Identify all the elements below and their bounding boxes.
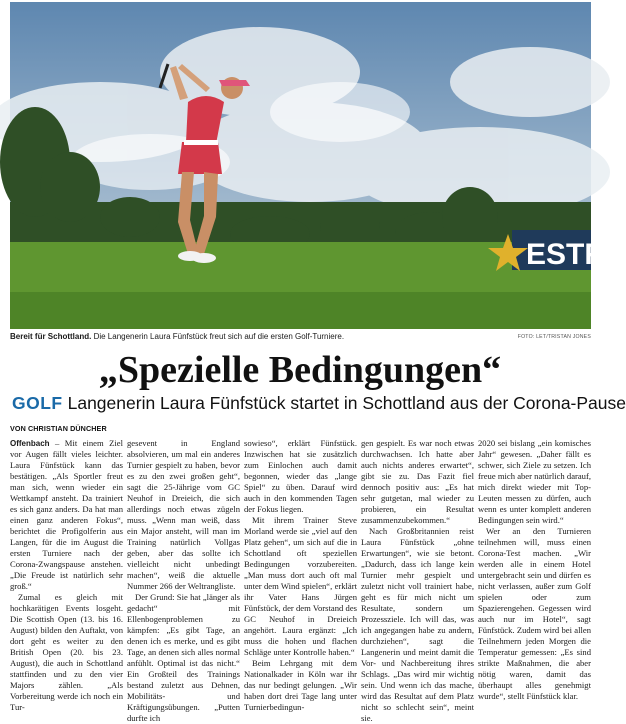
headline: „Spezielle Bedingungen“ [98,349,502,391]
article-paragraph: 2020 sei bislang „ein komisches Jahr“ gewesen. „Daher fällt es schwer, sich Ziele zu setzen. Ich freue mich aber natürlich darauf, mich direkt wieder mit Top-Leuten messen zu dürfen, auch wenn es unter komplett anderen Bedingungen sein wird.“ [478,438,591,525]
article-photo [10,2,607,329]
article-paragraph: Beim Lehrgang mit dem Nationalkader in Köln war ihr das nur bedingt gelungen. „Wir haben dort drei Tage lang unter Turnierbedingun- [244,658,357,712]
article-column-4 [361,438,474,723]
article-column-5 [478,438,591,701]
article-paragraph: Mit ihrem Trainer Steve Morland werde sie „viel auf den Platz gehen“, um sich auf die in Schottland oft speziellen Bedingungen vorzubereiten. „Man muss dort auch oft mal unter dem Wind spielen“, erklärt ihr Vater Hans Jürgen Fünfstück, der dem Vorstand des GC Neuhof in Dreieich angehört. Laura ergänzt: „Ich muss die hohen und flachen Schläge unter Kontrolle haben.“ [244,515,357,657]
article-column-2 [127,438,240,723]
article-paragraph: Nach Großbritannien reist Laura Fünfstück „ohne Erwartungen“, wie sie betont. „Dadurch, dass ich lange kein Turnier mehr gespielt und zuletzt nicht voll trainiert habe, geht es für mich nicht um Resultate, sondern um Prozessziele. Ich will das, was ich angegangen habe zu andern, durchziehen“, sagt die Langenerin und meint damit die Vor- und Nachbereitung ihres Schlags. „Das wird mir wichtig sein. Und wenn ich das mache, wird das Resultat auf dem Platz nicht so schlecht sein“, meint sie. [361,526,474,723]
caption-bold: Bereit für Schottland. [10,332,92,341]
svg-text:ESTR: ESTR [526,238,607,271]
article-column-3 [244,438,357,712]
subheadline [12,392,626,414]
section-kicker: GOLF [12,393,63,413]
golfer-photo [10,2,607,329]
article-paragraph: gesevent in England absolvieren, um mal ein anderes Turnier gespielt zu haben, bevor es zu den zwei großen geht“, sagt die 25-Jährige vom GC Neuhof in Dreieich, die sich allerdings noch etwas zügeln muss. „Wenn man weiß, dass ein Major ansteht, will man im Training natürlich Vollgas geben, aber das sollte ich vielleicht nicht unbedingt machen“, weiß die aktuelle Nummer 266 der Weltrangliste. [127,438,240,591]
article-paragraph: Zumal es gleich mit hochkarätigen Events losgeht. Die Scottish Open (13. bis 16. August) bilden den Auftakt, von dort geht es weiter zu den British Open (20. bis 23. August), die auch in Schottland stattfinden und zu den vier Majors zählen. „Als Vorbereitung werde ich noch ein Tur- [10,592,123,712]
article-paragraph: Wer an den Turnieren teilnehmen will, muss einen Corona-Test machen. „Wir werden alle in einem Hotel untergebracht sein und dürfen es nicht verlassen, außer zum Golf spielen oder zum Spazierengehen. Gegessen wird auch nur im Hotel“, sagt Fünfstück. Zudem wird bei allen Teilnehmern jeden Morgen die Temperatur gemessen: „Es sind strikte Maßnahmen, die aber nötig waren, damit das überhaupt alles genehmigt wurde“, stellt Fünfstück klar. [478,526,591,701]
photo-caption [10,331,344,343]
byline: VON CHRISTIAN DÜNCHER [10,424,107,433]
article-paragraph: Der Grund: Sie hat „länger als gedacht“ mit Ellenbogenproblemen zu kämpfen: „Es gibt Tage, an denen ich es merke, und es gibt Tage, an denen sich alles normal anfühlt. Optimal ist das nicht.“ Ein Großteil des Trainings bestand zuletzt aus Dehnen, Mobilitäts- und Kräftigungsübungen. „Putten durfte ich [127,592,240,723]
subheadline-text: Langenerin Laura Fünfstück startet in Schottland aus der Corona-Pause [67,393,626,413]
article-paragraph: Offenbach – Mit einem Ziel vor Augen fällt vieles leichter. Laura Fünfstück kann das bestätigen. „Als Sportler freut man sich, wenn wieder ein Wettkampf ansteht. Da trainiert es sich ganz anders. Da hat man einen ganz anderen Fokus“, berichtet die Profigolferin aus Langen, für die im August die ersten Turniere nach der Corona-Zwangspause anstehen. „Die Freude ist natürlich sehr groß.“ [10,438,123,591]
dateline: Offenbach [10,439,50,448]
photo-caption-row [10,331,591,343]
article-paragraph: sowieso“, erklärt Fünfstück. Inzwischen hat sie zusätzlich zum Einlochen auch damit begonnen, wieder das „lange Spiel“ zu üben. Darauf wird auch in den kommenden Tagen der Fokus liegen. [244,438,357,514]
article-column-1 [10,438,123,712]
photo-credit: FOTO: LET/TRISTAN JONES [517,334,591,340]
caption-text: Die Langenerin Laura Fünfstück freut sich auf die ersten Golf-Turniere. [91,332,345,341]
article-paragraph: gen gespielt. Es war noch etwas durchwachsen. Ich hatte aber auch nichts anderes erwartet“, gibt sie zu. Das Fazit fiel dennoch positiv aus: „Es hat sehr gutgetan, mal wieder zu probieren, ein Resultat zusammenzubekommen.“ [361,438,474,525]
